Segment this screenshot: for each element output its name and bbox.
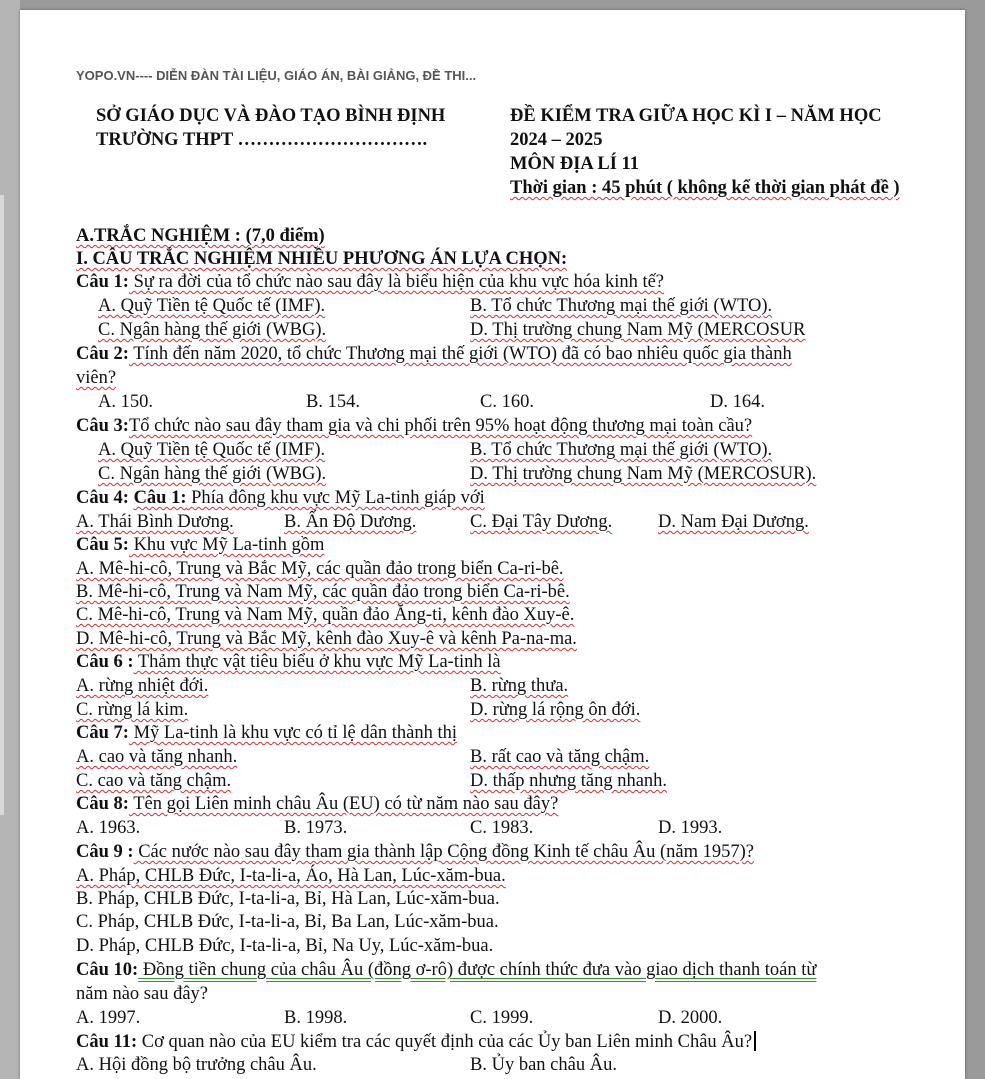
exam-title: ĐỀ KIỂM TRA GIỮA HỌC KÌ I – NĂM HỌC xyxy=(510,106,882,126)
q4-option-a: A. Thái Bình Dương. xyxy=(76,512,234,532)
q10-option-c: C. 1999. xyxy=(470,1008,534,1028)
site-banner: YOPO.VN---- DIỄN ĐÀN TÀI LIỆU, GIÁO ÁN, BÀI GIẢNG, ĐỀ THI... xyxy=(76,68,477,83)
q8-option-d: D. 1993. xyxy=(658,818,723,838)
q6-option-b: B. rừng thưa. xyxy=(470,676,569,696)
q1-option-a: A. Quỹ Tiền tệ Quốc tế (IMF). xyxy=(98,296,326,316)
question-4: Câu 4: Câu 1: Phía đông khu vực Mỹ La-tinh giáp với xyxy=(76,488,485,508)
document-page[interactable] xyxy=(20,10,965,1079)
q9-option-a: A. Pháp, CHLB Đức, I-ta-li-a, Áo, Hà Lan, Lúc-xăm-bua. xyxy=(76,866,506,886)
q2-option-b: B. 154. xyxy=(306,392,360,412)
section-i-heading: I. CÂU TRẮC NGHIỆM NHIỀU PHƯƠNG ÁN LỰA CHỌN: xyxy=(76,249,568,269)
q2-option-d: D. 164. xyxy=(710,392,765,412)
question-2: Câu 2: Tính đến năm 2020, tổ chức Thương mại thế giới (WTO) đã có bao nhiêu quốc gia thành xyxy=(76,344,792,364)
question-7: Câu 7: Mỹ La-tinh là khu vực có tỉ lệ dân thành thị xyxy=(76,723,457,743)
q6-option-c: C. rừng lá kim. xyxy=(76,700,189,720)
q1-option-d: D. Thị trường chung Nam Mỹ (MERCOSUR xyxy=(470,320,806,340)
q4-option-c: C. Đại Tây Dương. xyxy=(470,512,613,532)
question-6: Câu 6 : Thảm thực vật tiêu biểu ở khu vực Mỹ La-tinh là xyxy=(76,652,501,672)
q4-option-d: D. Nam Đại Dương. xyxy=(658,512,809,532)
q7-option-c: C. cao và tăng chậm. xyxy=(76,771,232,791)
q3-option-b: B. Tổ chức Thương mại thế giới (WTO). xyxy=(470,440,773,460)
q5-option-b: B. Mê-hi-cô, Trung và Nam Mỹ, các quần đảo trong biển Ca-ri-bê. xyxy=(76,582,570,602)
question-1: Câu 1: Sự ra đời của tổ chức nào sau đây là biểu hiện của khu vực hóa kinh tế? xyxy=(76,272,665,292)
q8-option-a: A. 1963. xyxy=(76,818,141,838)
q9-option-b: B. Pháp, CHLB Đức, I-ta-li-a, Bỉ, Hà Lan, Lúc-xăm-bua. xyxy=(76,889,500,909)
q10-option-d: D. 2000. xyxy=(658,1008,723,1028)
question-11: Câu 11: Cơ quan nào của EU kiểm tra các quyết định của các Ủy ban Liên minh Châu Âu? xyxy=(76,1031,756,1053)
subject: MÔN ĐỊA LÍ 11 xyxy=(510,154,640,174)
school-name: TRƯỜNG THPT …………………………. xyxy=(96,130,428,150)
q3-option-c: C. Ngân hàng thế giới (WBG). xyxy=(98,464,327,484)
question-8: Câu 8: Tên gọi Liên minh châu Âu (EU) có từ năm nào sau đây? xyxy=(76,794,559,814)
question-10: Câu 10: Đồng tiền chung của châu Âu (đồng ơ-rô) được chính thức đưa vào giao dịch thanh toán từ xyxy=(76,960,817,980)
q10-option-a: A. 1997. xyxy=(76,1008,141,1028)
question-10-cont: năm nào sau đây? xyxy=(76,984,209,1004)
q6-option-a: A. rừng nhiệt đới. xyxy=(76,676,209,696)
question-2-cont: viên? xyxy=(76,368,117,388)
section-a-heading: A.TRẮC NGHIỆM : (7,0 điểm) xyxy=(76,226,325,246)
question-3: Câu 3:Tổ chức nào sau đây tham gia và chi phối trên 95% hoạt động thương mại toàn cầu? xyxy=(76,416,753,436)
q7-option-d: D. thấp nhưng tăng nhanh. xyxy=(470,771,668,791)
q2-option-a: A. 150. xyxy=(98,392,153,412)
q1-option-b: B. Tổ chức Thương mại thế giới (WTO). xyxy=(470,296,773,316)
question-5: Câu 5: Khu vực Mỹ La-tinh gồm xyxy=(76,535,325,555)
q4-option-b: B. Ấn Độ Dương. xyxy=(284,512,417,532)
q5-option-a: A. Mê-hi-cô, Trung và Bắc Mỹ, các quần đảo trong biển Ca-ri-bê. xyxy=(76,559,564,579)
q8-option-b: B. 1973. xyxy=(284,818,348,838)
q1-option-c: C. Ngân hàng thế giới (WBG). xyxy=(98,320,327,340)
question-9: Câu 9 : Các nước nào sau đây tham gia thành lập Cộng đồng Kinh tế châu Âu (năm 1957)? xyxy=(76,842,754,862)
q5-option-c: C. Mê-hi-cô, Trung và Nam Mỹ, quần đảo Ăng-ti, kênh đào Xuy-ê. xyxy=(76,605,575,625)
q9-option-d: D. Pháp, CHLB Đức, I-ta-li-a, Bỉ, Na Uy, Lúc-xăm-bua. xyxy=(76,936,494,956)
q6-option-d: D. rừng lá rộng ôn đới. xyxy=(470,700,641,720)
q7-option-b: B. rất cao và tăng chậm. xyxy=(470,747,650,767)
dept-name: SỞ GIÁO DỤC VÀ ĐÀO TẠO BÌNH ĐỊNH xyxy=(96,106,446,126)
text-cursor xyxy=(754,1031,756,1051)
q10-option-b: B. 1998. xyxy=(284,1008,348,1028)
left-gutter xyxy=(0,0,20,1079)
q8-option-c: C. 1983. xyxy=(470,818,534,838)
q3-option-a: A. Quỹ Tiền tệ Quốc tế (IMF). xyxy=(98,440,326,460)
q3-option-d: D. Thị trường chung Nam Mỹ (MERCOSUR). xyxy=(470,464,817,484)
exam-time: Thời gian : 45 phút ( không kể thời gian phát đề ) xyxy=(510,178,900,198)
school-year: 2024 – 2025 xyxy=(510,130,603,150)
q11-option-a: A. Hội đồng bộ trưởng châu Âu. xyxy=(76,1055,317,1075)
q11-option-b: B. Ủy ban châu Âu. xyxy=(470,1055,617,1075)
q5-option-d: D. Mê-hi-cô, Trung và Bắc Mỹ, kênh đào Xuy-ê và kênh Pa-na-ma. xyxy=(76,629,577,649)
q9-option-c: C. Pháp, CHLB Đức, I-ta-li-a, Bỉ, Ba Lan, Lúc-xăm-bua. xyxy=(76,912,499,932)
q7-option-a: A. cao và tăng nhanh. xyxy=(76,747,238,767)
q2-option-c: C. 160. xyxy=(480,392,534,412)
